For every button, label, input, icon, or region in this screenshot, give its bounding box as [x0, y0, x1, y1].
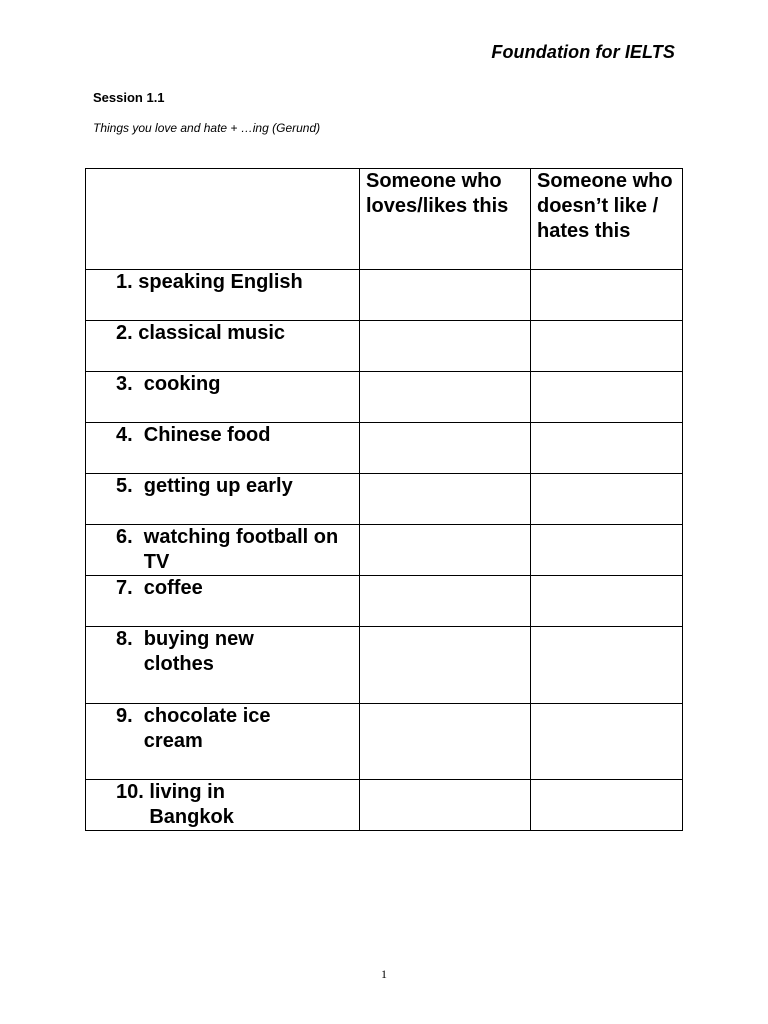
hates-answer-cell[interactable]: [531, 780, 683, 831]
item-number: 2.: [116, 322, 139, 344]
item-number: 9.: [116, 705, 144, 727]
hates-answer-cell[interactable]: [531, 704, 683, 780]
activity-cell: [86, 576, 360, 627]
loves-answer-cell[interactable]: [360, 423, 531, 474]
hates-answer-cell[interactable]: [531, 372, 683, 423]
table-row: [86, 321, 683, 372]
table-header-row: [86, 169, 683, 270]
item-label: cooking: [143, 373, 221, 395]
item-number: 1.: [116, 271, 139, 293]
loves-answer-cell[interactable]: [360, 270, 531, 321]
hates-answer-cell[interactable]: [531, 423, 683, 474]
table-row: [86, 270, 683, 321]
table-row: [86, 474, 683, 525]
item-number: 6.: [116, 526, 144, 548]
item-number: 4.: [116, 424, 144, 446]
activity-cell: [86, 780, 360, 831]
loves-answer-cell[interactable]: [360, 780, 531, 831]
item-number: 10.: [116, 781, 150, 803]
table-row: [86, 576, 683, 627]
hates-answer-cell[interactable]: [531, 270, 683, 321]
loves-answer-cell[interactable]: [360, 372, 531, 423]
activity-cell: [86, 372, 360, 423]
loves-answer-cell[interactable]: [360, 576, 531, 627]
table-row: [86, 627, 683, 704]
activity-cell: [86, 321, 360, 372]
item-label: buying new clothes: [143, 628, 254, 675]
item-number: 3.: [116, 373, 144, 395]
table-row: [86, 525, 683, 576]
table-row: [86, 423, 683, 474]
worksheet-table: [85, 168, 683, 831]
page-number: 1: [381, 967, 387, 981]
table-row: [86, 780, 683, 831]
item-number: 7.: [116, 577, 144, 599]
loves-answer-cell[interactable]: [360, 474, 531, 525]
table-row: [86, 704, 683, 780]
activity-cell: [86, 474, 360, 525]
activity-cell: [86, 525, 360, 576]
loves-answer-cell[interactable]: [360, 627, 531, 704]
item-label: coffee: [143, 577, 203, 599]
activity-cell: [86, 627, 360, 704]
activity-cell: [86, 423, 360, 474]
item-label: getting up early: [143, 475, 293, 497]
header-cell-loves: Someone who loves/likes this: [360, 169, 531, 270]
session-heading: Session 1.1: [93, 90, 165, 105]
loves-answer-cell[interactable]: [360, 704, 531, 780]
activity-cell: [86, 704, 360, 780]
hates-answer-cell[interactable]: [531, 525, 683, 576]
item-number: 5.: [116, 475, 144, 497]
hates-answer-cell[interactable]: [531, 627, 683, 704]
table-row: [86, 372, 683, 423]
hates-answer-cell[interactable]: [531, 321, 683, 372]
document-header-title: Foundation for IELTS: [491, 42, 675, 62]
item-label: speaking English: [138, 271, 303, 293]
item-label: watching football on TV: [143, 526, 339, 573]
loves-answer-cell[interactable]: [360, 525, 531, 576]
loves-answer-cell[interactable]: [360, 321, 531, 372]
header-cell-empty: [86, 169, 360, 270]
item-label: Chinese food: [143, 424, 271, 446]
hates-answer-cell[interactable]: [531, 576, 683, 627]
item-number: 8.: [116, 628, 144, 650]
item-label: classical music: [138, 322, 286, 344]
item-label: chocolate ice cream: [143, 705, 271, 752]
item-label: living in Bangkok: [149, 781, 234, 828]
header-cell-hates: Someone who doesn’t like / hates this: [531, 169, 683, 270]
session-subtitle: Things you love and hate + …ing (Gerund): [93, 121, 321, 135]
activity-cell: [86, 270, 360, 321]
hates-answer-cell[interactable]: [531, 474, 683, 525]
